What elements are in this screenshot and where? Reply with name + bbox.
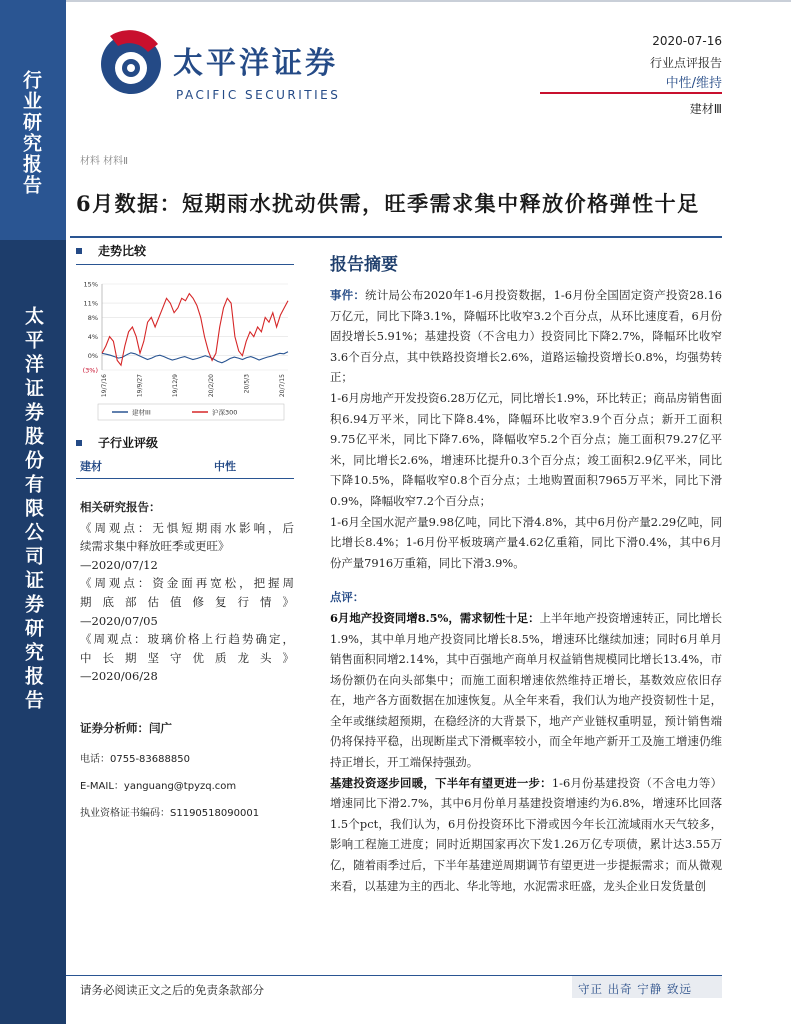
related-reports (80, 498, 294, 686)
top-border (66, 0, 791, 2)
title-divider (70, 236, 722, 238)
chart-series-line (102, 352, 288, 363)
trend-chart (76, 274, 296, 424)
sub-rating-heading-text: 子行业评级 (98, 436, 159, 450)
related-heading: 相关研究报告： (80, 500, 161, 514)
comment-property-text: 上半年地产投资增速转正，同比增长1.9%，其中单月地产投资同比增长8.5%，增速环比继续加速；同时6月单月销售面积同增2.14%，其中百强地产商单月权益销售规模同比增长13.4%，市场份额仍在向头部集中；而施工面积增速依然维持正增长，基数效应依旧存在，地产各方面数据在加速恢复。从全年来看，我们认为地产投资韧性十足，全年或继续超预期，在稳经济的大背景下，地产产业链权重明显，预计销售端仍将保持平稳，出现断崖式下滑概率较小，而全年地产新开工及施工增速仍维持正增长，开工端保持强劲。 (330, 610, 722, 770)
square-bullet-icon (76, 440, 82, 446)
disclaimer-text: 请务必阅读正文之后的免责条款部分 (80, 983, 264, 997)
analyst-phone: 电话：0755-83688850 (80, 754, 190, 765)
comment-label-line (330, 587, 722, 608)
sub-rating-section (76, 434, 294, 451)
related-report-date: —2020/07/05 (80, 613, 158, 628)
comment-paragraph-infrastructure (330, 773, 722, 897)
trend-section (76, 242, 294, 265)
summary-heading: 报告摘要 (330, 255, 398, 275)
header-red-divider (540, 92, 722, 94)
analyst-heading: 证券分析师：闫广 (80, 721, 172, 735)
related-report-date: —2020/07/12 (80, 557, 158, 572)
logo-chinese-name: 太平洋证券 (173, 46, 338, 81)
square-bullet-icon (76, 248, 82, 254)
chart-y-tick-label: 11% (83, 299, 98, 308)
related-report-date: —2020/06/28 (80, 669, 158, 684)
report-title: 6月数据：短期雨水扰动供需，旺季需求集中释放价格弹性十足 (76, 191, 700, 216)
chart-x-tick-label: 19/9/27 (136, 374, 144, 398)
comment-paragraph-property (330, 608, 722, 773)
logo-english-name: PACIFIC SECURITIES (176, 88, 341, 102)
chart-y-tick-label: 8% (87, 313, 98, 322)
chart-x-tick-label: 19/12/9 (172, 374, 180, 398)
event-label: 事件： (330, 288, 366, 302)
trend-heading-underline (76, 264, 294, 265)
event-text: 统计局公布2020年1-6月投资数据，1-6月份全国固定资产投资28.16万亿元，同比下降3.1%，降幅环比收窄3.2个百分点，从环比速度看，6月份固投增长5.91%；基建投资（不含电力）投资同比下降2.7%，降幅环比收窄3.6个百分点，其中铁路投资增长2.6%，道路运输投资增长0.8%，均强势转正； (330, 288, 722, 385)
report-summary (330, 250, 722, 896)
comment-label: 点评： (330, 590, 365, 605)
chart-y-tick-label: 15% (83, 280, 98, 289)
sub-rating-value: 中性 (214, 460, 236, 473)
sub-rating-divider (76, 478, 294, 479)
related-report-title[interactable]: 《周观点：无惧短期雨水影响，后 (80, 520, 294, 535)
analyst-info (80, 720, 294, 831)
trend-chart-svg (76, 274, 296, 424)
property-paragraph: 1-6月房地产开发投资6.28万亿元，同比增长1.9%，环比转正；商品房销售面积6.94万平米，同比下降8.4%，降幅环比收窄3.9个百分点；新开工面积9.75亿平米，同比下降7.6%，降幅收窄5.2个百分点；施工面积79.27亿平米，同比增长2.6%，增速环比提升0.3个百分点；竣工面积2.9亿平米，同比下降10.5%，降幅收窄0.8个百分点；土地购置面积7965万平米，同比下滑0.9%，降幅收窄7.2个百分点； (330, 390, 722, 508)
event-paragraph (330, 285, 722, 388)
chart-x-tick-label: 20/2/20 (207, 374, 215, 398)
company-slogan: 守正 出奇 宁静 致远 (578, 982, 692, 996)
chart-legend-label: 建材III (132, 408, 151, 417)
comment-property-headline: 6月地产投资同增8.5%，需求韧性十足： (330, 610, 540, 625)
breadcrumb: 材料 材料Ⅱ (80, 156, 129, 167)
pacific-securities-logo-icon (96, 22, 166, 106)
chart-x-tick-label: 19/7/16 (101, 374, 108, 398)
report-category: 行业研究报告 (20, 70, 42, 196)
production-paragraph: 1-6月全国水泥产量9.98亿吨，同比下滑4.8%，其中6月份产量2.29亿吨，同比增长8.4%；1-6月份平板玻璃产量4.62亿重箱，同比下滑0.4%，其中6月份产量7916万重箱，同比下滑3.9%。 (330, 514, 722, 570)
chart-series-line (102, 294, 288, 366)
chart-y-tick-label: 4% (87, 333, 98, 342)
report-industry: 建材Ⅲ (689, 102, 722, 116)
analyst-email[interactable]: E-MAIL：yanguang@tpyzq.com (80, 781, 237, 792)
trend-heading (76, 242, 294, 259)
sub-rating-name: 建材 (80, 460, 102, 473)
chart-x-tick-label: 20/7/15 (279, 374, 286, 398)
trend-heading-text: 走势比较 (98, 244, 147, 258)
report-type: 行业点评报告 (649, 56, 722, 70)
chart-legend-label: 沪深300 (212, 408, 238, 417)
report-date: 2020-07-16 (652, 34, 722, 48)
company-name-vertical: 太平洋证券股份有限公司证券研究报告 (22, 306, 44, 714)
related-report-title[interactable]: 《周观点：玻璃价格上行趋势确定， (80, 632, 294, 647)
chart-y-tick-label: 0% (87, 352, 98, 361)
related-report-title[interactable]: 中长期坚守优质龙头》 (80, 650, 294, 665)
chart-y-tick-label: (3%) (82, 366, 98, 375)
report-rating: 中性/维持 (665, 76, 722, 91)
comment-infra-text: 1-6月份基建投资（不含电力等）增速同比下滑2.7%，其中6月份单月基建投资增速约为6.8%，增速环比回落1.5个pct，我们认为，6月份投资环比下滑或因今年长江流域雨水天气较多，影响工程施工进度；同时近期国家再次下发1.26万亿专项债，累计达3.55万亿，随着雨季过后，下半年基建逆周期调节有望更进一步提振需求；而从微观来看，以基建为主的西北、华北等地，水泥需求旺盛，龙头企业日发货量创 (330, 775, 722, 893)
chart-x-tick-label: 20/5/3 (243, 374, 251, 394)
analyst-license: 执业资格证书编码：S1190518090001 (80, 808, 260, 819)
related-report-title[interactable]: 《周观点：资金面再宽松，把握周 (80, 576, 294, 591)
sub-rating-heading (76, 434, 294, 451)
comment-infra-headline: 基建投资逐步回暖，下半年有望更进一步： (330, 775, 552, 790)
related-report-title[interactable]: 期底部估值修复行情》 (80, 594, 294, 609)
related-report-title[interactable]: 续需求集中释放旺季或更旺》 (80, 539, 230, 554)
section-gap (330, 573, 722, 587)
